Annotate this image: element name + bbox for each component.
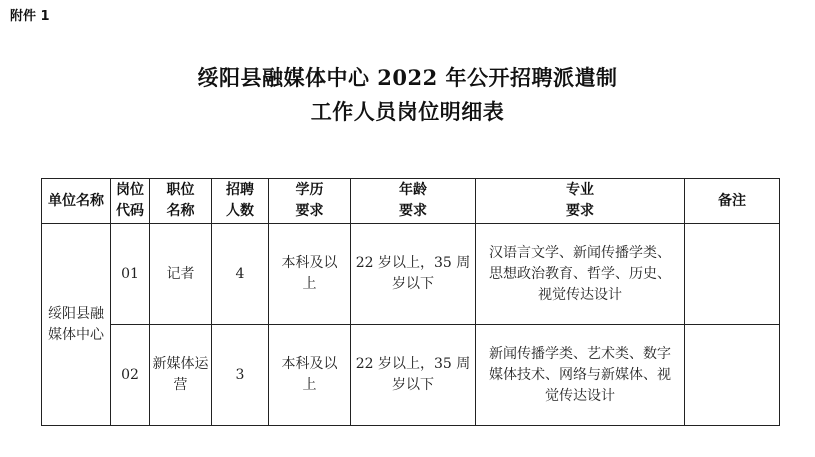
header-age (351, 179, 476, 224)
position-name-cell (150, 325, 212, 426)
position-code-cell: 01 (111, 224, 150, 325)
header-line: 名称 (166, 203, 195, 219)
hire-count-cell: 3 (212, 325, 269, 426)
cell-line: 觉传达设计 (545, 387, 615, 404)
table-row (42, 325, 780, 426)
cell-line: 上 (302, 276, 317, 292)
header-line: 要求 (566, 203, 594, 219)
cell-line: 思想政治教育、哲学、历史、 (489, 265, 671, 282)
note-cell (685, 224, 780, 325)
header-line: 岗位 (116, 182, 144, 198)
cell-line: 22 岁以上，35 周 (355, 356, 471, 372)
education-cell (269, 325, 351, 426)
header-hire-count (212, 179, 269, 224)
cell-line: 岁以下 (392, 377, 434, 393)
major-cell (476, 224, 685, 325)
cell-line: 本科及以 (281, 356, 338, 372)
position-name-cell (150, 224, 212, 325)
header-position-code (111, 179, 150, 224)
document-title-line-1: 绥阳县融媒体中心 2022 年公开招聘派遣制 (197, 65, 618, 90)
header-line: 代码 (116, 203, 144, 219)
header-unit-name: 单位名称 (42, 179, 111, 224)
age-cell (351, 224, 476, 325)
cell-line: 新闻传播学类、艺术类、数字 (489, 345, 671, 362)
header-position-name (150, 179, 212, 224)
cell-line: 上 (302, 377, 317, 393)
header-line: 职位 (166, 182, 195, 198)
note-cell (685, 325, 780, 426)
header-line: 招聘 (226, 182, 254, 198)
header-note: 备注 (685, 179, 780, 224)
header-education (269, 179, 351, 224)
cell-line: 新媒体运 (152, 356, 209, 372)
header-major (476, 179, 685, 224)
age-cell (351, 325, 476, 426)
cell-line: 本科及以 (281, 255, 338, 271)
job-positions-table (41, 178, 780, 426)
header-line: 年龄 (399, 182, 427, 198)
major-cell (476, 325, 685, 426)
cell-line: 汉语言文学、新闻传播学类、 (489, 244, 671, 261)
header-line: 人数 (226, 203, 254, 219)
hire-count-cell: 4 (212, 224, 269, 325)
document-title-line-2: 工作人员岗位明细表 (310, 99, 505, 124)
cell-line: 记者 (166, 265, 195, 282)
header-line: 学历 (295, 182, 324, 198)
unit-name-cell (42, 224, 111, 426)
table-row (42, 224, 780, 325)
header-line: 要求 (295, 203, 324, 219)
attachment-label: 附件 1 (10, 9, 50, 24)
unit-name-line: 媒体中心 (48, 326, 104, 343)
header-line: 专业 (566, 182, 594, 198)
header-line: 要求 (399, 203, 427, 219)
cell-line: 营 (173, 377, 188, 393)
cell-line: 22 岁以上，35 周 (355, 255, 471, 271)
position-code-cell: 02 (111, 325, 150, 426)
cell-line: 岁以下 (392, 276, 434, 292)
education-cell (269, 224, 351, 325)
cell-line: 视觉传达设计 (538, 286, 622, 303)
unit-name-line: 绥阳县融 (48, 305, 104, 322)
cell-line: 媒体技术、网络与新媒体、视 (489, 366, 671, 383)
table-header-row (42, 179, 780, 224)
